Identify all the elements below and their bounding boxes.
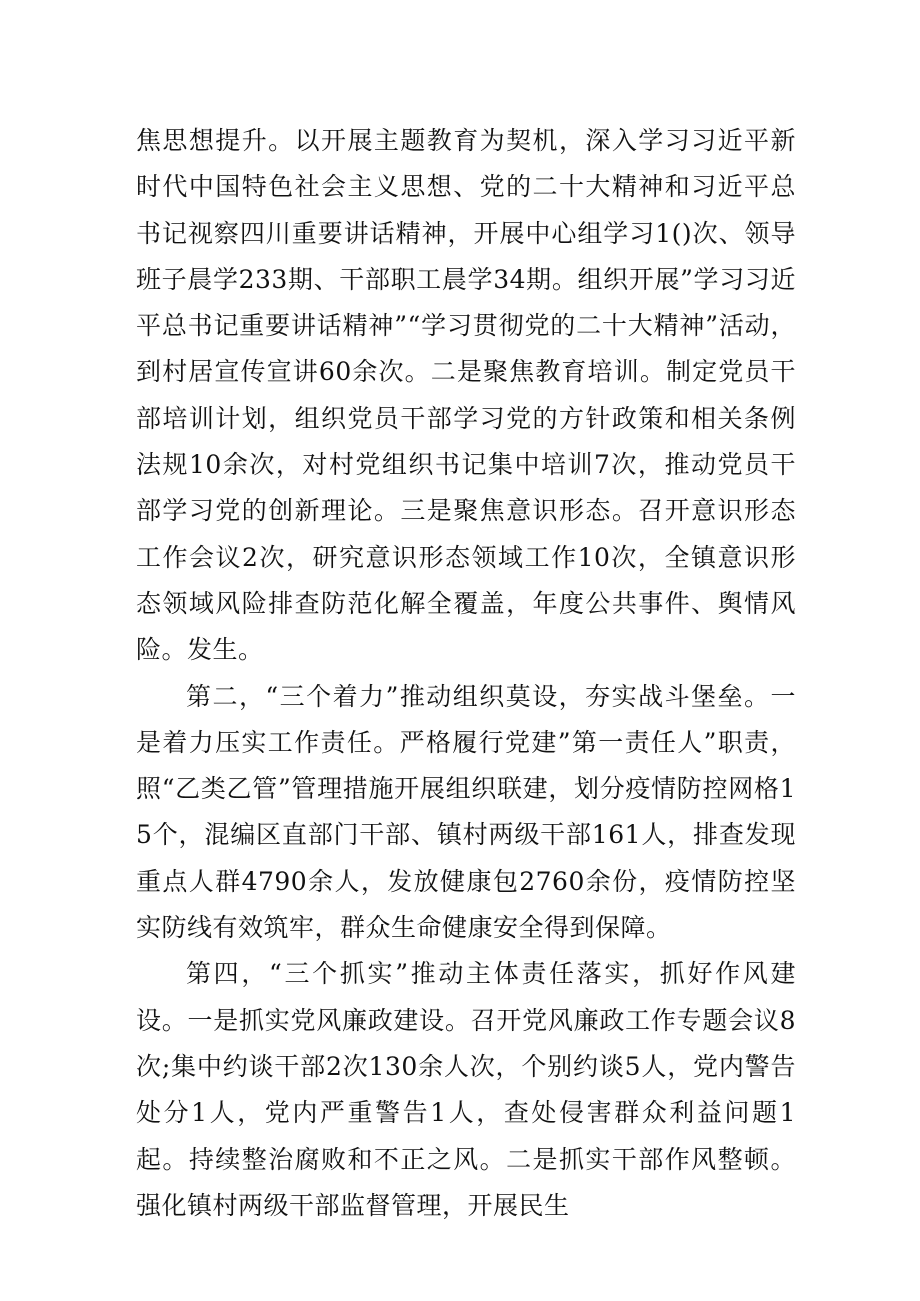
document-body [136, 118, 796, 1229]
paragraph-2: 第二，“三个着力”推动组织莫设，夯实战斗堡垒。一是着力压实工作责任。严格履行党建”第一责任人”职责，照“乙类乙管”管理措施开展组织联建，划分疫情防控网格15个，混编区直部门干部、镇村两级干部161人，排查发现重点人群4790余人，发放健康包2760余份，疫情防控坚实防线有效筑牢，群众生命健康安全得到保障。 [136, 681, 796, 943]
paragraph-1: 焦思想提升。以开展主题教育为契机，深入学习习近平新时代中国特色社会主义思想、党的二十大精神和习近平总书记视察四川重要讲话精神，开展中心组学习1()次、领导班子晨学233期、干部职工晨学34期。组织开展”学习习近平总书记重要讲话精神”“学习贯彻党的二十大精神”活动，到村居宣传宣讲60余次。二是聚焦教育培训。制定党员干部培训计划，组织党员干部学习党的方针政策和相关条例法规10余次，对村党组织书记集中培训7次，推动党员干部学习党的创新理论。三是聚焦意识形态。召开意识形态工作会议2次，研究意识形态领域工作10次，全镇意识形态领域风险排查防范化解全覆盖，年度公共事件、舆情风险。发生。 [136, 126, 796, 665]
paragraph-3: 第四，“三个抓实”推动主体责任落实，抓好作风建设。一是抓实党风廉政建设。召开党风廉政工作专题会议8次;集中约谈干部2次130余人次，个别约谈5人，党内警告处分1人，党内严重警告1人，查处侵害群众利益问题1起。持续整治腐败和不正之风。二是抓实干部作风整顿。强化镇村两级干部监督管理，开展民生 [136, 959, 796, 1220]
